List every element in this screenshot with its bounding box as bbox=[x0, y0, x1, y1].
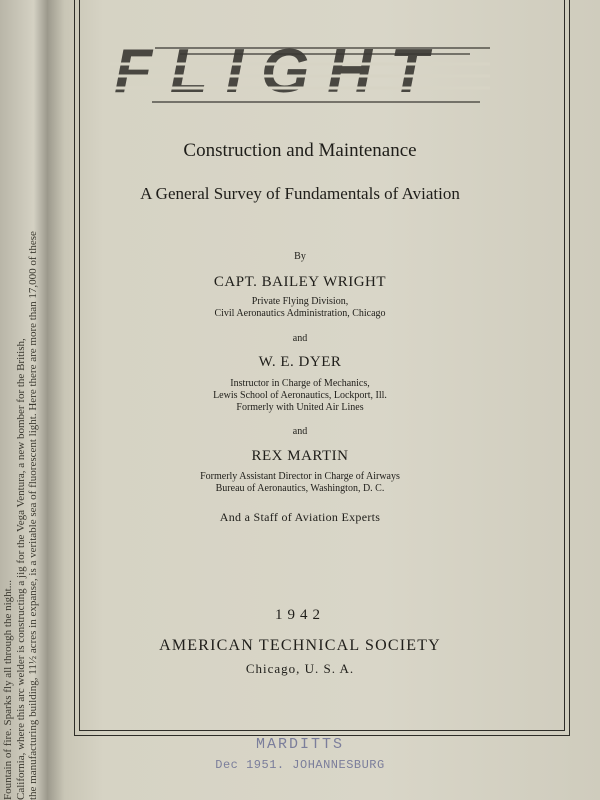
facing-page-line: California, where this arc welder is constructing a jig for the Vega Ventura, a new bomber for the British, bbox=[14, 338, 27, 800]
flight-logo bbox=[60, 42, 500, 112]
affiliation-line: Instructor in Charge of Mechanics, bbox=[230, 378, 370, 389]
publisher-city: Chicago, U. S. A. bbox=[245, 661, 355, 676]
affiliation-line: Formerly Assistant Director in Charge of Airways bbox=[200, 471, 400, 482]
author-name: REX MARTIN bbox=[251, 448, 349, 464]
facing-page-line: Fountain of fire. Sparks fly all through the night... bbox=[2, 580, 14, 800]
publication-year: 1942 bbox=[275, 607, 325, 623]
affiliation-line: Formerly with United Air Lines bbox=[236, 402, 364, 413]
book-title: Construction and Maintenance bbox=[183, 140, 417, 161]
affiliation-line: Bureau of Aeronautics, Washington, D. C. bbox=[215, 483, 385, 494]
affiliation-line: Private Flying Division, bbox=[251, 296, 349, 307]
affiliation-line: Civil Aeronautics Administration, Chicago bbox=[214, 308, 386, 319]
facing-page-line: the manufacturing building, 11½ acres in expanse, is a veritable sea of fluorescent light. Here there are more than 17,000 of these bbox=[27, 231, 39, 800]
and-label: and bbox=[292, 426, 308, 437]
by-label: By bbox=[294, 251, 306, 262]
affiliation-line: Lewis School of Aeronautics, Lockport, Ill. bbox=[213, 390, 387, 401]
library-stamp-line: MARDITTS bbox=[255, 736, 344, 753]
publisher-name: AMERICAN TECHNICAL SOCIETY bbox=[159, 637, 441, 654]
author-name: CAPT. BAILEY WRIGHT bbox=[213, 274, 387, 290]
logo-text: FLIGHT bbox=[114, 42, 446, 106]
author-affiliation bbox=[0, 296, 600, 320]
author-affiliation bbox=[0, 471, 600, 495]
author-affiliation bbox=[0, 378, 600, 414]
staff-line: And a Staff of Aviation Experts bbox=[219, 510, 381, 524]
book-subtitle: A General Survey of Fundamentals of Aviation bbox=[140, 184, 460, 203]
library-stamp-line: Dec 1951. JOHANNESBURG bbox=[215, 758, 385, 772]
author-name: W. E. DYER bbox=[258, 354, 342, 370]
and-label: and bbox=[292, 333, 308, 344]
